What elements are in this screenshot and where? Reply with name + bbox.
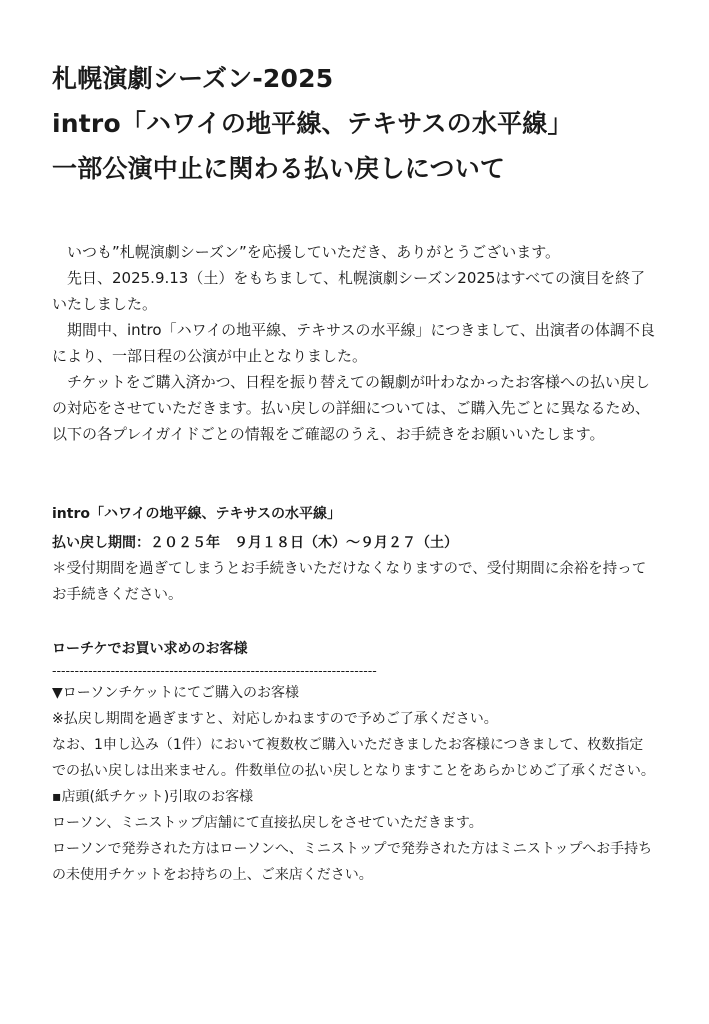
event-title: intro「ハワイの地平線、テキサスの水平線」 [52,506,341,522]
paper-ticket-heading: ▪店頭(紙チケット)引取のお客様 [52,789,254,805]
paper-ticket-line-2: ローソンで発券された方はローソンへ、ミニストップで発券された方はミニストップへお手持ちの未使用チケットをお持ちの上、ご来店ください。 [52,841,653,883]
title-line-3: 一部公演中止に関わる払い戻しについて [52,154,506,183]
intro-paragraph-1: いつも”札幌演劇シーズン”を応援していただき、ありがとうございます。 [67,243,560,261]
intro-paragraph-4: チケットをご購入済かつ、日程を振り替えての観劇が叶わなかったお客様への払い戻しの対応をさせていただきます。払い戻しの詳細については、ご購入先ごとに異なるため、以下の各プレイガイドごとの情報をご確認のうえ、お手続きをお願いいたします。 [52,373,651,443]
lawson-block [52,680,657,888]
intro-paragraph-2: 先日、2025.9.13（土）をもちまして、札幌演劇シーズン2025はすべての演目を終了いたしました。 [52,269,646,313]
page-title [52,56,657,191]
lawson-note: ※払戻し期間を過ぎますと、対応しかねますので予めご了承ください。 [52,711,498,727]
lawson-multi-ticket-note: なお、1申し込み（1件）において複数枚ご購入いただきましたお客様につきまして、枚数指定での払い戻しは出来ません。件数単位の払い戻しとなりますことをあらかじめご了承ください。 [52,737,655,779]
dashed-divider: ------------------------------------------------------------------------ [52,663,377,678]
paper-ticket-line-1: ローソン、ミニストップ店舗にて直接払戻しをさせていただきます。 [52,815,483,831]
refund-period: 払い戻し期間：２０２５年 ９月１８日（木）～９月２７（土） [52,535,458,551]
store-heading: ローチケでお買い求めのお客様 [52,641,248,657]
intro-text [52,239,657,447]
deadline-note: ＊受付期間を過ぎてしまうとお手続きいただけなくなりますので、受付期間に余裕を持ってお手続きください。 [52,561,647,603]
title-line-2: intro「ハワイの地平線、テキサスの水平線」 [52,109,573,138]
intro-paragraph-3: 期間中、intro「ハワイの地平線、テキサスの水平線」につきまして、出演者の体調不良により、一部日程の公演が中止となりました。 [52,321,655,365]
title-line-1: 札幌演劇シーズン-2025 [52,64,334,93]
refund-section [52,501,657,888]
lawson-heading: ▼ローソンチケットにてご購入のお客様 [52,685,299,701]
